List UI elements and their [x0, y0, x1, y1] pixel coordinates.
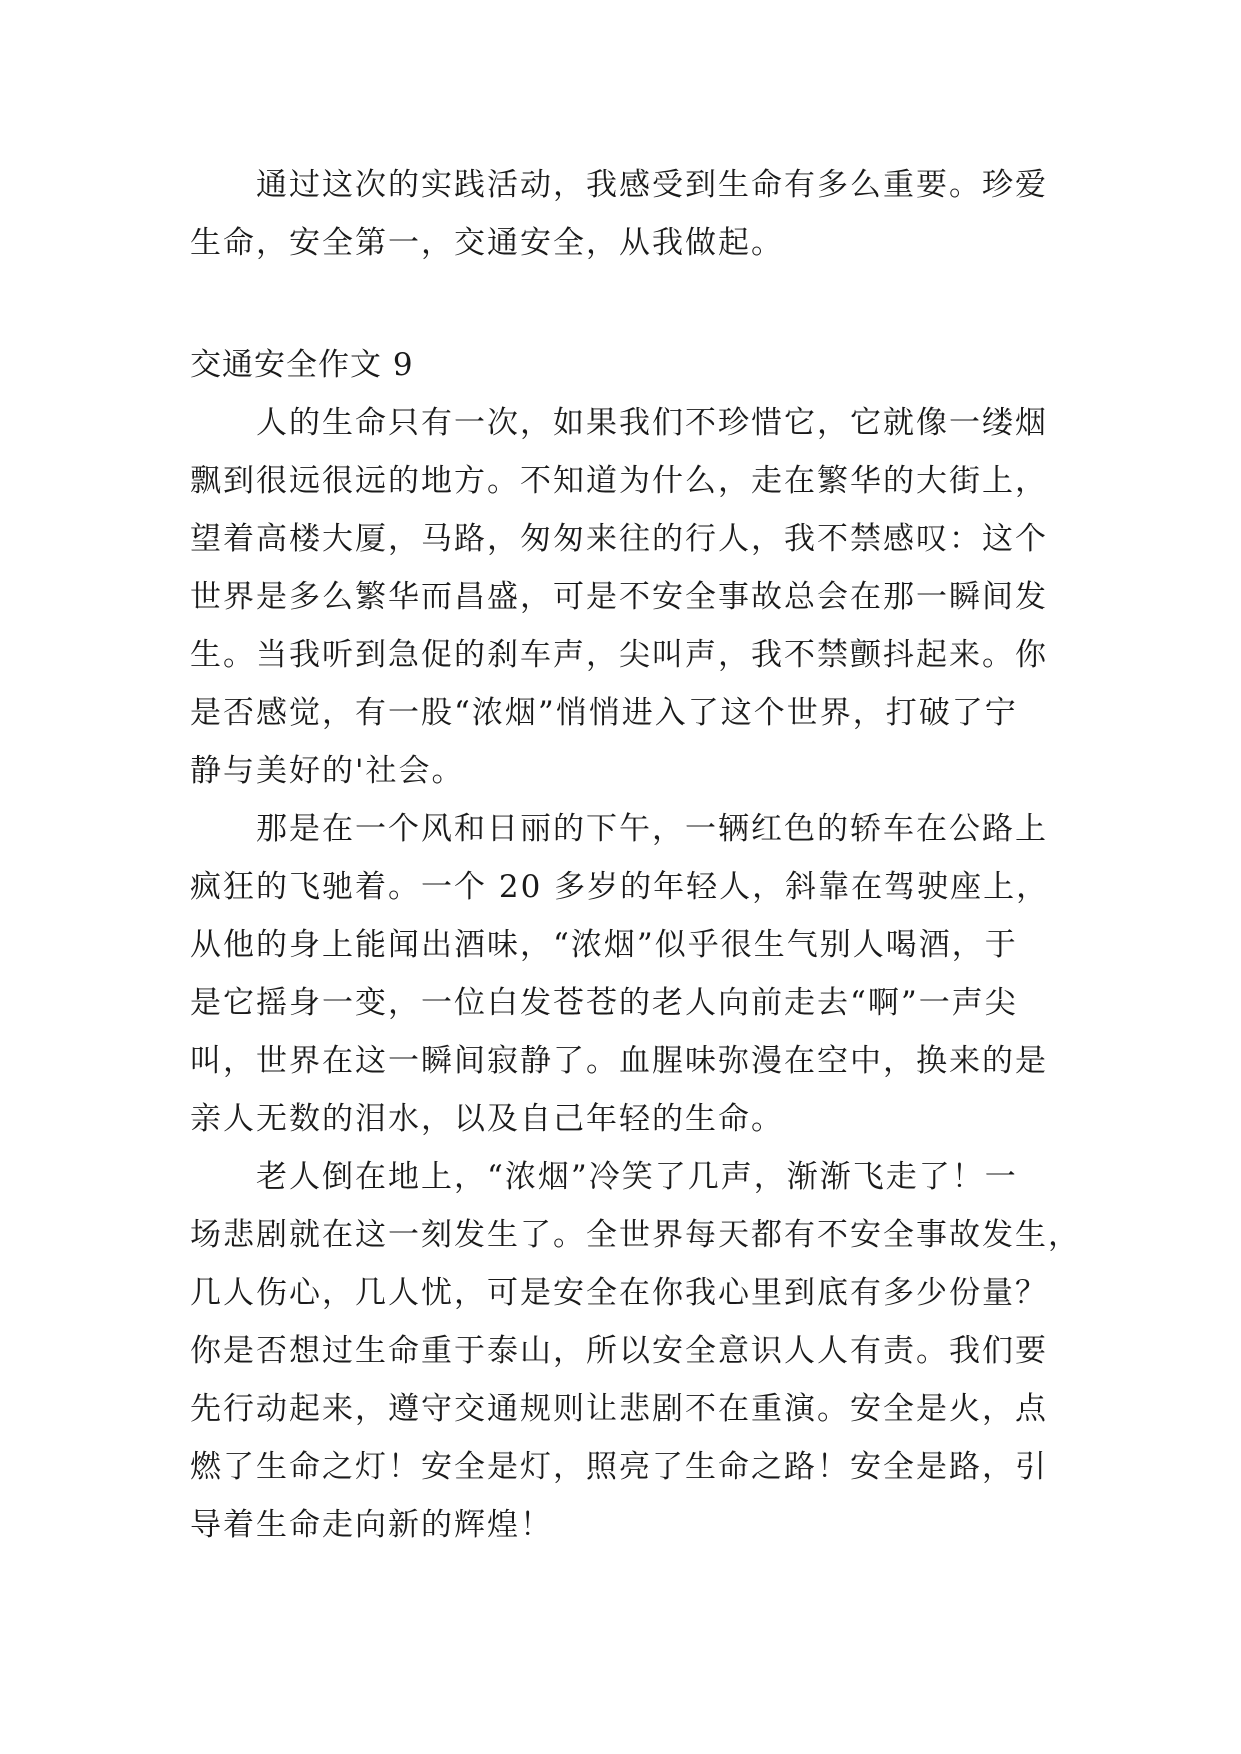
intro-line: 通过这次的实践活动，我感受到生命有多么重要。珍爱 [256, 167, 1048, 203]
paragraph-line: 先行动起来，遵守交通规则让悲剧不在重演。安全是火，点 [190, 1391, 1048, 1427]
paragraph-line: 生。当我听到急促的刹车声，尖叫声，我不禁颤抖起来。你 [190, 637, 1048, 673]
paragraph-line: 老人倒在地上，“浓烟”冷笑了几声，渐渐飞走了！一 [256, 1159, 1018, 1195]
paragraph-line: 是它摇身一变，一位白发苍苍的老人向前走去“啊”一声尖 [190, 985, 1018, 1021]
paragraph-line: 世界是多么繁华而昌盛，可是不安全事故总会在那一瞬间发 [190, 579, 1048, 615]
paragraph-line: 人的生命只有一次，如果我们不珍惜它，它就像一缕烟 [256, 405, 1048, 441]
essay-heading: 交通安全作文 9 [190, 347, 414, 383]
paragraph-line: 场悲剧就在这一刻发生了。全世界每天都有不安全事故发生， [190, 1217, 1081, 1253]
paragraph-line: 几人伤心，几人忧，可是安全在你我心里到底有多少份量？ [190, 1275, 1048, 1311]
paragraph-line: 飘到很远很远的地方。不知道为什么，走在繁华的大街上， [190, 463, 1048, 499]
paragraph-line: 静与美好的'社会。 [190, 753, 465, 789]
paragraph-line: 叫，世界在这一瞬间寂静了。血腥味弥漫在空中，换来的是 [190, 1043, 1048, 1079]
paragraph-line: 望着高楼大厦，马路，匆匆来往的行人，我不禁感叹：这个 [190, 521, 1048, 557]
paragraph-1 [190, 394, 1050, 800]
paragraph-line: 亲人无数的泪水，以及自己年轻的生命。 [190, 1101, 784, 1137]
intro-paragraph [190, 156, 1050, 272]
paragraph-line: 燃了生命之灯！安全是灯，照亮了生命之路！安全是路，引 [190, 1449, 1048, 1485]
paragraph-line: 导着生命走向新的辉煌！ [190, 1507, 553, 1543]
paragraph-line: 是否感觉，有一股“浓烟”悄悄进入了这个世界，打破了宁 [190, 695, 1018, 731]
paragraph-2 [190, 800, 1050, 1148]
paragraph-line: 那是在一个风和日丽的下午，一辆红色的轿车在公路上 [256, 811, 1048, 847]
paragraph-3 [190, 1148, 1081, 1554]
paragraph-line: 疯狂的飞驰着。一个 20 多岁的年轻人，斜靠在驾驶座上， [190, 869, 1050, 905]
paragraph-line: 你是否想过生命重于泰山，所以安全意识人人有责。我们要 [190, 1333, 1048, 1369]
intro-line: 生命，安全第一，交通安全，从我做起。 [190, 225, 784, 261]
paragraph-line: 从他的身上能闻出酒味，“浓烟”似乎很生气别人喝酒，于 [190, 927, 1018, 963]
